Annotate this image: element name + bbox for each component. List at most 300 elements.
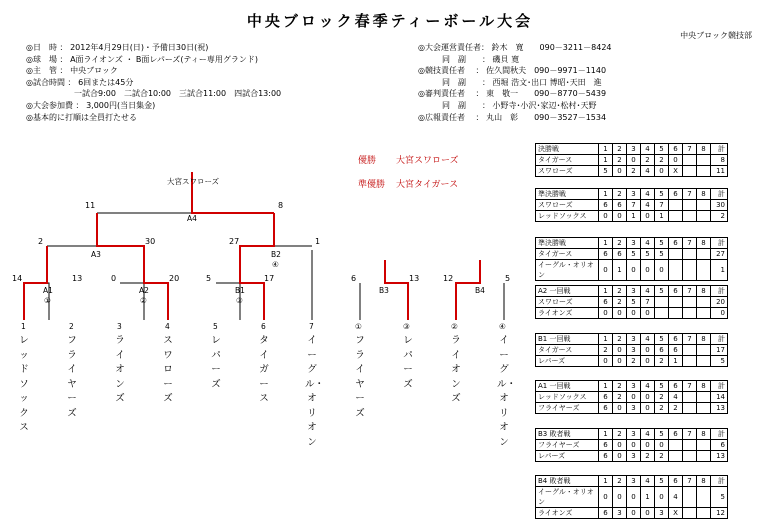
table-cell: 2	[641, 155, 655, 166]
score: 11	[85, 201, 96, 210]
table-cell: 6	[599, 392, 613, 403]
table-cell: 1	[599, 476, 613, 487]
score-table-title: B1 一回戦	[536, 334, 599, 345]
table-cell: 0	[599, 487, 613, 508]
table-cell	[697, 260, 711, 281]
table-cell: 3	[627, 286, 641, 297]
table-cell: 7	[641, 297, 655, 308]
table-header-row	[536, 286, 728, 297]
table-cell	[655, 308, 669, 319]
table-cell	[683, 260, 697, 281]
table-cell	[669, 297, 683, 308]
table-cell	[669, 440, 683, 451]
table-header-row	[536, 476, 728, 487]
table-cell: 3	[627, 403, 641, 414]
team-number: 1	[21, 322, 26, 331]
table-cell: 3	[627, 429, 641, 440]
node-number: ③	[236, 296, 243, 305]
score: 5	[505, 274, 511, 283]
table-cell: 1	[599, 238, 613, 249]
table-cell: 1	[599, 381, 613, 392]
table-cell: スワローズ	[536, 200, 599, 211]
info-line: ◎球 場 ： A面ライオンズ ・ B面レパーズ(ティー専用グランド)	[26, 54, 259, 64]
table-cell	[669, 451, 683, 462]
table-cell	[683, 308, 697, 319]
table-cell: 7	[683, 144, 697, 155]
team-name: イーグル・オリオン	[305, 335, 325, 448]
table-cell: 6	[669, 144, 683, 155]
table-cell: 6	[599, 508, 613, 519]
score-table	[535, 188, 728, 222]
bracket-win-line	[240, 213, 274, 320]
table-cell: タイガース	[536, 249, 599, 260]
table-cell: 8	[697, 144, 711, 155]
info-line: ◎広報責任者 ： 丸山 彰 090－3527－1534	[418, 112, 607, 122]
table-cell: レパーズ	[536, 451, 599, 462]
team-number: 7	[309, 322, 314, 331]
table-cell: 1	[641, 487, 655, 508]
team-number: ③	[403, 322, 410, 331]
score: 20	[169, 274, 180, 283]
table-cell: 4	[641, 381, 655, 392]
table-cell: 8	[697, 429, 711, 440]
table-cell: 1	[613, 260, 627, 281]
table-cell	[697, 508, 711, 519]
table-cell: 計	[711, 286, 728, 297]
score-table-title: 準決勝戦	[536, 189, 599, 200]
table-cell: 2	[613, 238, 627, 249]
table-row	[536, 403, 728, 414]
table-cell: 4	[641, 286, 655, 297]
score: 1	[315, 237, 321, 246]
runner-name: 大宮タイガース	[396, 180, 459, 190]
table-cell: スワローズ	[536, 297, 599, 308]
table-cell: 1	[599, 155, 613, 166]
score-table	[535, 475, 728, 519]
table-cell: 7	[683, 189, 697, 200]
table-cell	[697, 308, 711, 319]
table-cell: 7	[683, 429, 697, 440]
table-cell	[683, 392, 697, 403]
table-cell: 1	[627, 211, 641, 222]
table-row	[536, 297, 728, 308]
score-table	[535, 428, 728, 462]
team-number: ①	[355, 322, 362, 331]
table-cell: 8	[697, 238, 711, 249]
table-cell	[697, 356, 711, 367]
table-cell: 7	[683, 286, 697, 297]
table-cell: 6	[613, 200, 627, 211]
table-cell: 5	[599, 166, 613, 177]
table-cell: レッドソックス	[536, 392, 599, 403]
table-cell: 0	[641, 345, 655, 356]
team-name: レッドソックス	[19, 335, 29, 433]
table-cell: 0	[627, 260, 641, 281]
score-table	[535, 285, 728, 319]
table-cell: 0	[627, 392, 641, 403]
team-number: 4	[165, 322, 170, 331]
table-cell: 6	[613, 249, 627, 260]
table-cell: 1	[599, 334, 613, 345]
table-cell	[683, 297, 697, 308]
table-cell	[683, 451, 697, 462]
table-cell: 8	[697, 381, 711, 392]
table-row	[536, 166, 728, 177]
table-cell: タイガース	[536, 155, 599, 166]
score-table-title: 決勝戦	[536, 144, 599, 155]
table-cell: 12	[711, 508, 728, 519]
table-cell	[683, 403, 697, 414]
table-cell: 5	[655, 249, 669, 260]
table-cell: ライオンズ	[536, 508, 599, 519]
table-cell: ライオンズ	[536, 308, 599, 319]
score: 17	[264, 274, 275, 283]
table-cell: 5	[711, 487, 728, 508]
table-cell: 計	[711, 189, 728, 200]
node-number: ②	[140, 296, 147, 305]
table-cell	[683, 211, 697, 222]
table-cell: 0	[641, 211, 655, 222]
node-label: A1	[43, 286, 53, 295]
table-header-row	[536, 429, 728, 440]
table-cell: 2	[655, 392, 669, 403]
table-cell: 2	[613, 189, 627, 200]
team-name: スワローズ	[163, 335, 173, 404]
table-cell: 5	[655, 238, 669, 249]
table-cell: 2	[669, 403, 683, 414]
score-table-title: B3 敗者戦	[536, 429, 599, 440]
table-cell: 2	[599, 345, 613, 356]
node-label: B3	[379, 286, 389, 295]
table-cell: 0	[641, 440, 655, 451]
table-cell: 2	[613, 286, 627, 297]
table-cell: 2	[613, 429, 627, 440]
table-cell: 0	[613, 166, 627, 177]
team-name: タイガース	[259, 335, 269, 404]
table-cell: X	[669, 508, 683, 519]
table-cell: 計	[711, 381, 728, 392]
table-row	[536, 487, 728, 508]
team-name: レパーズ	[403, 335, 413, 390]
table-cell: 3	[627, 381, 641, 392]
score-table-title: A1 一回戦	[536, 381, 599, 392]
score: 6	[351, 274, 357, 283]
table-cell	[683, 508, 697, 519]
table-cell: 5	[655, 334, 669, 345]
table-header-row	[536, 334, 728, 345]
bracket-win-line	[97, 213, 168, 320]
table-cell: 0	[655, 440, 669, 451]
table-cell	[655, 297, 669, 308]
score: 30	[145, 237, 156, 246]
table-cell: 0	[613, 345, 627, 356]
score-table-title: A2 一回戦	[536, 286, 599, 297]
table-row	[536, 440, 728, 451]
table-cell: 2	[613, 155, 627, 166]
table-cell: 2	[613, 144, 627, 155]
table-cell: 3	[627, 451, 641, 462]
page-title: 中央ブロック春季ティーボール大会	[246, 12, 534, 30]
team-number: 5	[213, 322, 218, 331]
table-cell: 1	[669, 356, 683, 367]
table-cell	[683, 487, 697, 508]
table-cell: 1	[599, 429, 613, 440]
runner-label: 準優勝	[358, 180, 386, 190]
score: 8	[278, 201, 284, 210]
node-number: ①	[44, 296, 51, 305]
table-cell	[697, 249, 711, 260]
table-cell: 8	[697, 286, 711, 297]
info-line: ◎大会参加費 ： 3,000円(当日集金)	[26, 100, 156, 110]
table-cell: 5	[655, 381, 669, 392]
table-cell	[697, 297, 711, 308]
bracket-win-line	[24, 246, 47, 320]
table-cell: 0	[599, 356, 613, 367]
info-line: ◎試合時間 ： 6回または45分	[26, 77, 134, 87]
table-cell: 4	[641, 476, 655, 487]
table-cell: 1	[711, 260, 728, 281]
table-cell: 8	[697, 189, 711, 200]
node-label: A2	[139, 286, 149, 295]
table-cell: 2	[655, 356, 669, 367]
table-cell: 3	[613, 508, 627, 519]
table-cell: 0	[599, 260, 613, 281]
table-row	[536, 155, 728, 166]
table-cell: 3	[627, 345, 641, 356]
table-header-row	[536, 144, 728, 155]
table-cell: 0	[613, 451, 627, 462]
info-line: 同 副 ： 西堀 浩文･出口 博昭･天田 進	[418, 77, 602, 87]
score: 13	[72, 274, 83, 283]
table-cell: 0	[613, 440, 627, 451]
table-cell	[697, 487, 711, 508]
table-cell: 4	[641, 238, 655, 249]
table-cell: 2	[627, 166, 641, 177]
table-header-row	[536, 381, 728, 392]
table-cell: 5	[655, 286, 669, 297]
table-cell: スワローズ	[536, 166, 599, 177]
table-cell: 6	[655, 345, 669, 356]
team-number: 3	[117, 322, 122, 331]
table-cell: 6	[599, 403, 613, 414]
info-line: ◎大会運営責任者： 鈴木 寛 090－3211－8424	[418, 43, 612, 52]
info-line: ◎主 管 ： 中央ブロック	[26, 66, 118, 76]
table-cell: 8	[697, 476, 711, 487]
table-cell: 6	[599, 451, 613, 462]
info-line: 同 副 ： 小野寺･小沢･家辺･松村･天野	[418, 100, 597, 110]
score-table	[535, 143, 728, 177]
table-cell: 14	[711, 392, 728, 403]
score: 2	[38, 237, 44, 246]
table-cell: 6	[669, 189, 683, 200]
table-cell: 5	[655, 144, 669, 155]
table-cell	[683, 356, 697, 367]
table-cell: 0	[613, 403, 627, 414]
table-cell: フライヤーズ	[536, 440, 599, 451]
table-cell: 計	[711, 144, 728, 155]
table-cell: 30	[711, 200, 728, 211]
table-row	[536, 345, 728, 356]
table-cell: 1	[655, 211, 669, 222]
table-cell: イーグル・オリオン	[536, 260, 599, 281]
table-cell: 0	[641, 392, 655, 403]
table-cell: 0	[655, 260, 669, 281]
table-cell: 3	[627, 238, 641, 249]
table-cell: イーグル・オリオン	[536, 487, 599, 508]
table-cell: 4	[641, 144, 655, 155]
table-cell: 3	[627, 144, 641, 155]
table-cell: 8	[711, 155, 728, 166]
table-header-row	[536, 189, 728, 200]
table-cell: 7	[655, 200, 669, 211]
table-cell: レッドソックス	[536, 211, 599, 222]
score: 5	[206, 274, 212, 283]
table-cell: 0	[655, 166, 669, 177]
champion-name: 大宮スワローズ	[167, 177, 220, 186]
organizer: 中央ブロック競技部	[680, 31, 752, 40]
table-cell: 7	[683, 238, 697, 249]
team-name: レパーズ	[211, 335, 221, 390]
table-cell: 6	[711, 440, 728, 451]
table-cell: 0	[613, 211, 627, 222]
score-table	[535, 237, 728, 281]
team-name: ライオンズ	[451, 335, 461, 404]
table-cell: 6	[599, 297, 613, 308]
table-cell: 6	[599, 200, 613, 211]
table-row	[536, 356, 728, 367]
team-number: ②	[451, 322, 458, 331]
table-cell: 6	[669, 238, 683, 249]
table-cell: 8	[697, 334, 711, 345]
table-cell	[669, 200, 683, 211]
table-cell	[683, 345, 697, 356]
table-cell: X	[669, 166, 683, 177]
table-cell: 0	[641, 508, 655, 519]
winner-name: 大宮スワローズ	[396, 156, 459, 166]
info-line: 一試合9:00 二試合10:00 三試合11:00 四試合13:00	[26, 89, 282, 99]
table-header-row	[536, 238, 728, 249]
table-cell: 6	[669, 381, 683, 392]
score: 12	[443, 274, 454, 283]
table-cell: 1	[599, 286, 613, 297]
score: 0	[111, 274, 117, 283]
table-cell: レパーズ	[536, 356, 599, 367]
table-cell: 0	[627, 440, 641, 451]
table-cell: 6	[599, 249, 613, 260]
node-label: B4	[475, 286, 485, 295]
node-label: A4	[187, 214, 197, 223]
table-row	[536, 451, 728, 462]
table-cell	[669, 260, 683, 281]
winner-label: 優勝	[358, 156, 377, 166]
team-number: 6	[261, 322, 266, 331]
info-line: ◎基本的に打順は全員打たせる	[26, 112, 137, 122]
table-cell: 2	[711, 211, 728, 222]
table-cell	[683, 249, 697, 260]
table-cell: 6	[669, 476, 683, 487]
info-line: 同 副 ： 磯貝 寛	[418, 54, 520, 64]
table-cell: 7	[627, 200, 641, 211]
table-cell: 20	[711, 297, 728, 308]
table-cell	[697, 451, 711, 462]
table-cell: 2	[641, 451, 655, 462]
table-cell: 0	[613, 356, 627, 367]
table-cell: 5	[711, 356, 728, 367]
info-line: ◎日 時 ： 2012年4月29日(日)・予備日30日(祝)	[26, 43, 209, 52]
table-cell: 6	[599, 440, 613, 451]
table-cell: 2	[655, 451, 669, 462]
table-cell: 0	[669, 155, 683, 166]
table-cell	[697, 440, 711, 451]
node-label: B1	[235, 286, 245, 295]
table-row	[536, 211, 728, 222]
table-cell: 2	[627, 356, 641, 367]
table-cell: 0	[613, 487, 627, 508]
table-cell: フライヤーズ	[536, 403, 599, 414]
table-cell: 4	[641, 189, 655, 200]
table-cell: 0	[655, 487, 669, 508]
table-row	[536, 308, 728, 319]
table-cell: 0	[627, 155, 641, 166]
team-name: ライオンズ	[115, 335, 125, 404]
score: 14	[12, 274, 23, 283]
table-cell: 5	[627, 297, 641, 308]
table-cell	[697, 211, 711, 222]
table-cell: 17	[711, 345, 728, 356]
table-row	[536, 508, 728, 519]
score-table-title: 準決勝戦	[536, 238, 599, 249]
info-line: ◎審判責任者 ： 東 敬一 090－8770－5439	[418, 89, 607, 99]
table-cell: 2	[613, 334, 627, 345]
table-cell: 6	[669, 286, 683, 297]
table-cell: 計	[711, 429, 728, 440]
info-line: ◎競技責任者 ： 佐久間秋夫 090－9971－1140	[418, 66, 607, 76]
table-cell: 0	[613, 308, 627, 319]
table-cell: 計	[711, 238, 728, 249]
table-cell: 5	[655, 429, 669, 440]
table-row	[536, 392, 728, 403]
node-label: B2	[271, 250, 281, 259]
table-cell: 計	[711, 334, 728, 345]
node-number: ④	[272, 260, 279, 269]
table-cell	[669, 249, 683, 260]
table-cell: 2	[655, 403, 669, 414]
table-cell: 0	[627, 508, 641, 519]
table-cell: 27	[711, 249, 728, 260]
score: 13	[409, 274, 420, 283]
table-cell	[683, 440, 697, 451]
table-cell	[683, 200, 697, 211]
table-cell: タイガース	[536, 345, 599, 356]
score-table-title: B4 敗者戦	[536, 476, 599, 487]
table-row	[536, 200, 728, 211]
table-cell: 4	[669, 392, 683, 403]
table-cell	[683, 166, 697, 177]
table-cell: 5	[627, 249, 641, 260]
table-cell: 11	[711, 166, 728, 177]
table-cell	[669, 211, 683, 222]
table-cell	[697, 403, 711, 414]
table-cell: 3	[627, 189, 641, 200]
table-row	[536, 260, 728, 281]
score-table	[535, 380, 728, 414]
team-name: フライヤーズ	[67, 335, 77, 419]
table-cell: 0	[599, 211, 613, 222]
table-cell: 4	[641, 200, 655, 211]
table-cell: 5	[641, 249, 655, 260]
table-cell: 4	[641, 166, 655, 177]
table-cell	[697, 166, 711, 177]
